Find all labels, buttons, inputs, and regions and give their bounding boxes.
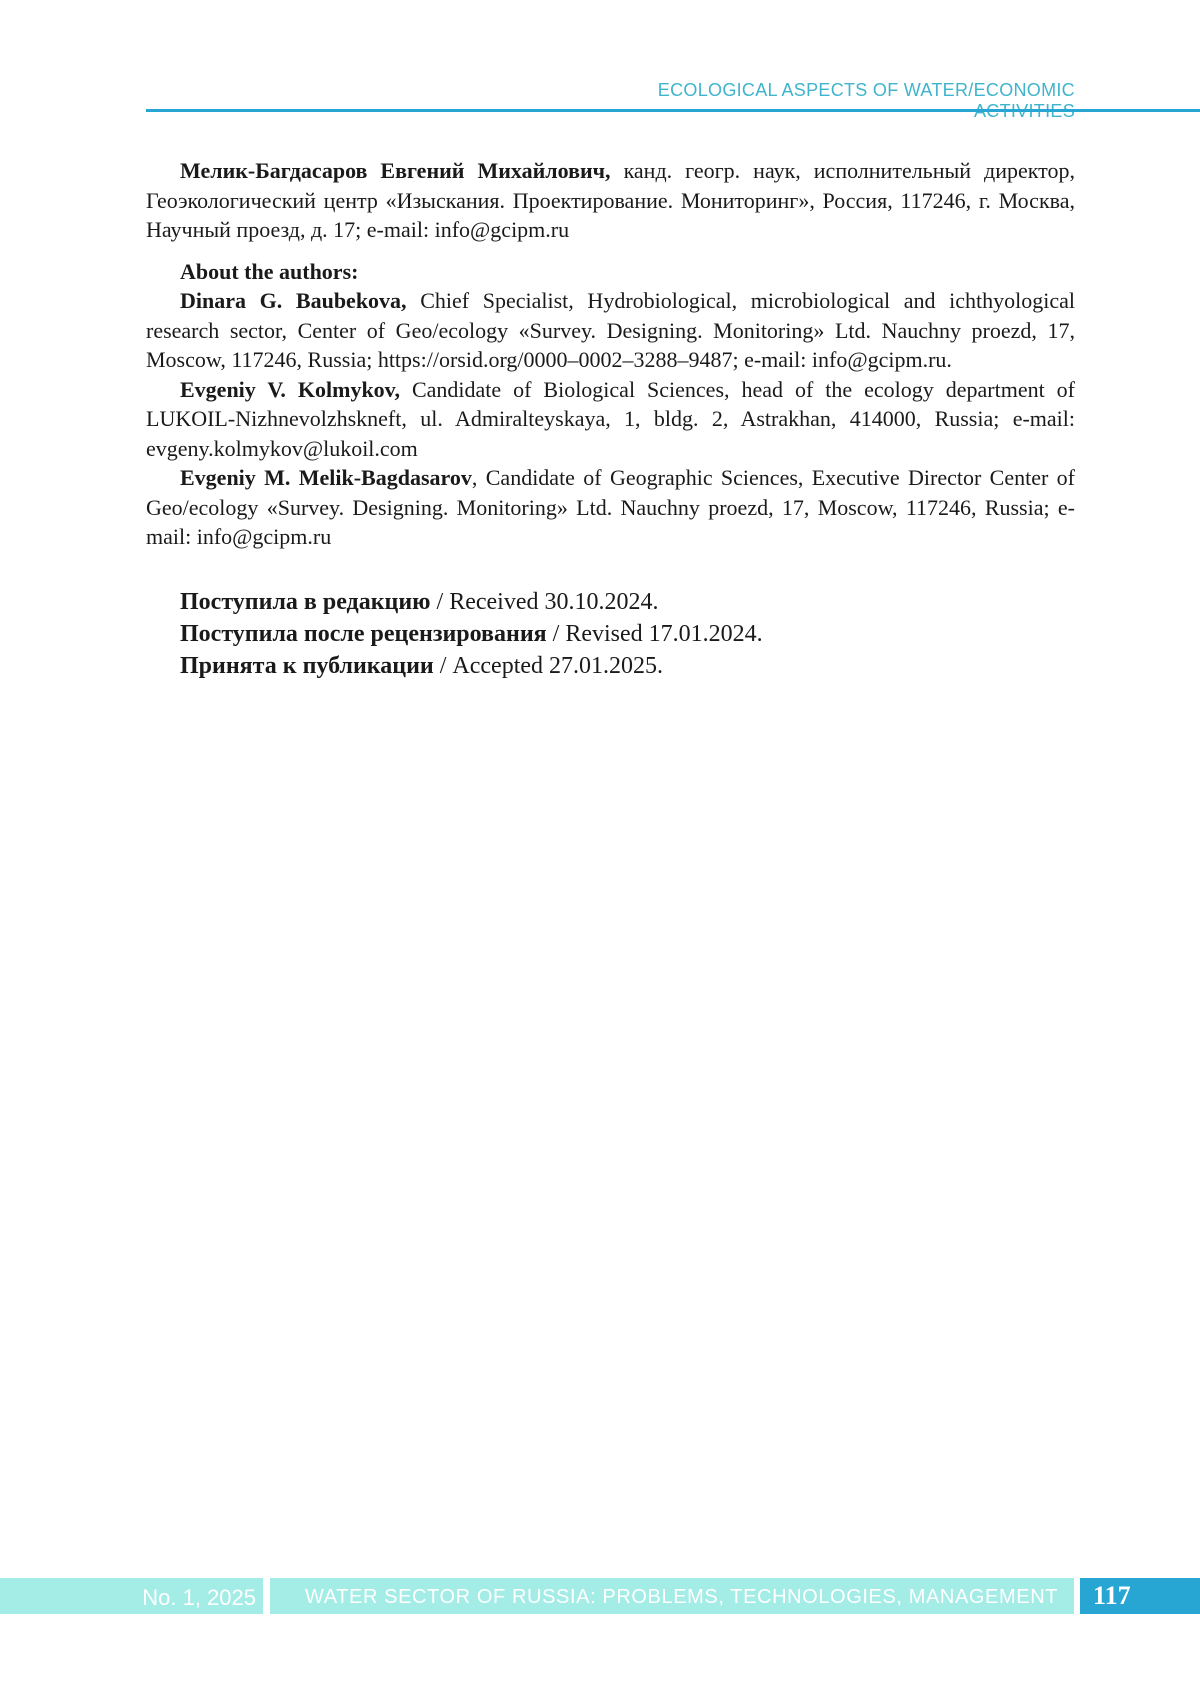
footer-page-box bbox=[1080, 1578, 1200, 1614]
author-details: , Candidate of Geographic Sciences, Executive Director Center of Geo/ecology «Survey. Designing. Monitoring» Ltd. Nauchny proezd, 17, Moscow, 117246, Russia; e-mail: info@gcipm.ru bbox=[146, 465, 1075, 549]
spacer bbox=[146, 245, 1075, 257]
date-value: / Revised 17.01.2024. bbox=[546, 620, 763, 647]
revised-date bbox=[146, 618, 1075, 650]
russian-author-info bbox=[146, 156, 1075, 245]
date-value: / Accepted 27.01.2025. bbox=[433, 652, 664, 679]
running-head: ECOLOGICAL ASPECTS OF WATER/ECONOMIC bbox=[657, 80, 1075, 100]
header-rule bbox=[146, 109, 1200, 112]
journal-title: WATER SECTOR OF RUSSIA: PROBLEMS, TECHNOLOGIES, MANAGEMENT bbox=[305, 1586, 1059, 1608]
author-name: Evgeniy V. Kolmykov, bbox=[180, 376, 400, 402]
accepted-date bbox=[146, 650, 1075, 682]
about-authors-title: About the authors: bbox=[180, 258, 359, 284]
author-entry bbox=[146, 286, 1075, 375]
date-value: / Received 30.10.2024. bbox=[430, 588, 659, 615]
page-footer bbox=[0, 1578, 1200, 1614]
page-number: 117 bbox=[1093, 1581, 1131, 1610]
received-date bbox=[146, 586, 1075, 618]
author-details: Candidate of Biological Sciences, head of the ecology department of LUKOIL-Nizhnevolzhskneft, ul. Admiralteyskaya, 1, bldg. 2, Astrakhan, 414000, Russia; e-mail: evgeny.kolmykov@lukoil.com bbox=[146, 376, 1076, 461]
date-label: Поступила в редакцию bbox=[180, 588, 431, 615]
date-label: Принята к публикации bbox=[180, 652, 434, 679]
issue-number: No. 1, 2025 bbox=[142, 1585, 256, 1610]
author-details: Chief Specialist, Hydrobiological, microbiological and ichthyological research sector, Center of Geo/ecology «Survey. Designing. Monitoring» Ltd. Nauchny proezd, 17, Moscow, 117246, Russia; https://orsid.org/0000–0002–3288–9487; e-mail: info@gcipm.ru. bbox=[146, 288, 1075, 372]
author-name: Dinara G. Baubekova, bbox=[180, 288, 407, 313]
article-content bbox=[146, 156, 1075, 682]
publication-dates bbox=[146, 586, 1075, 682]
russian-author-name: Мелик-Багдасаров Евгений Михайлович, bbox=[180, 158, 611, 183]
author-entry bbox=[146, 463, 1075, 552]
author-entry bbox=[146, 375, 1075, 464]
footer-journal-box bbox=[270, 1578, 1074, 1614]
date-label: Поступила после рецензирования bbox=[180, 620, 547, 647]
author-name: Evgeniy M. Melik-Bagdasarov bbox=[180, 465, 472, 490]
russian-author-details: канд. геогр. наук, исполнительный директор, Геоэкологический центр «Изыскания. Проектирование. Мониторинг», Россия, 117246, г. Москва, Научный проезд, д. 17; e-mail: info@gcipm.ru bbox=[146, 158, 1075, 242]
footer-issue-box bbox=[0, 1578, 263, 1614]
